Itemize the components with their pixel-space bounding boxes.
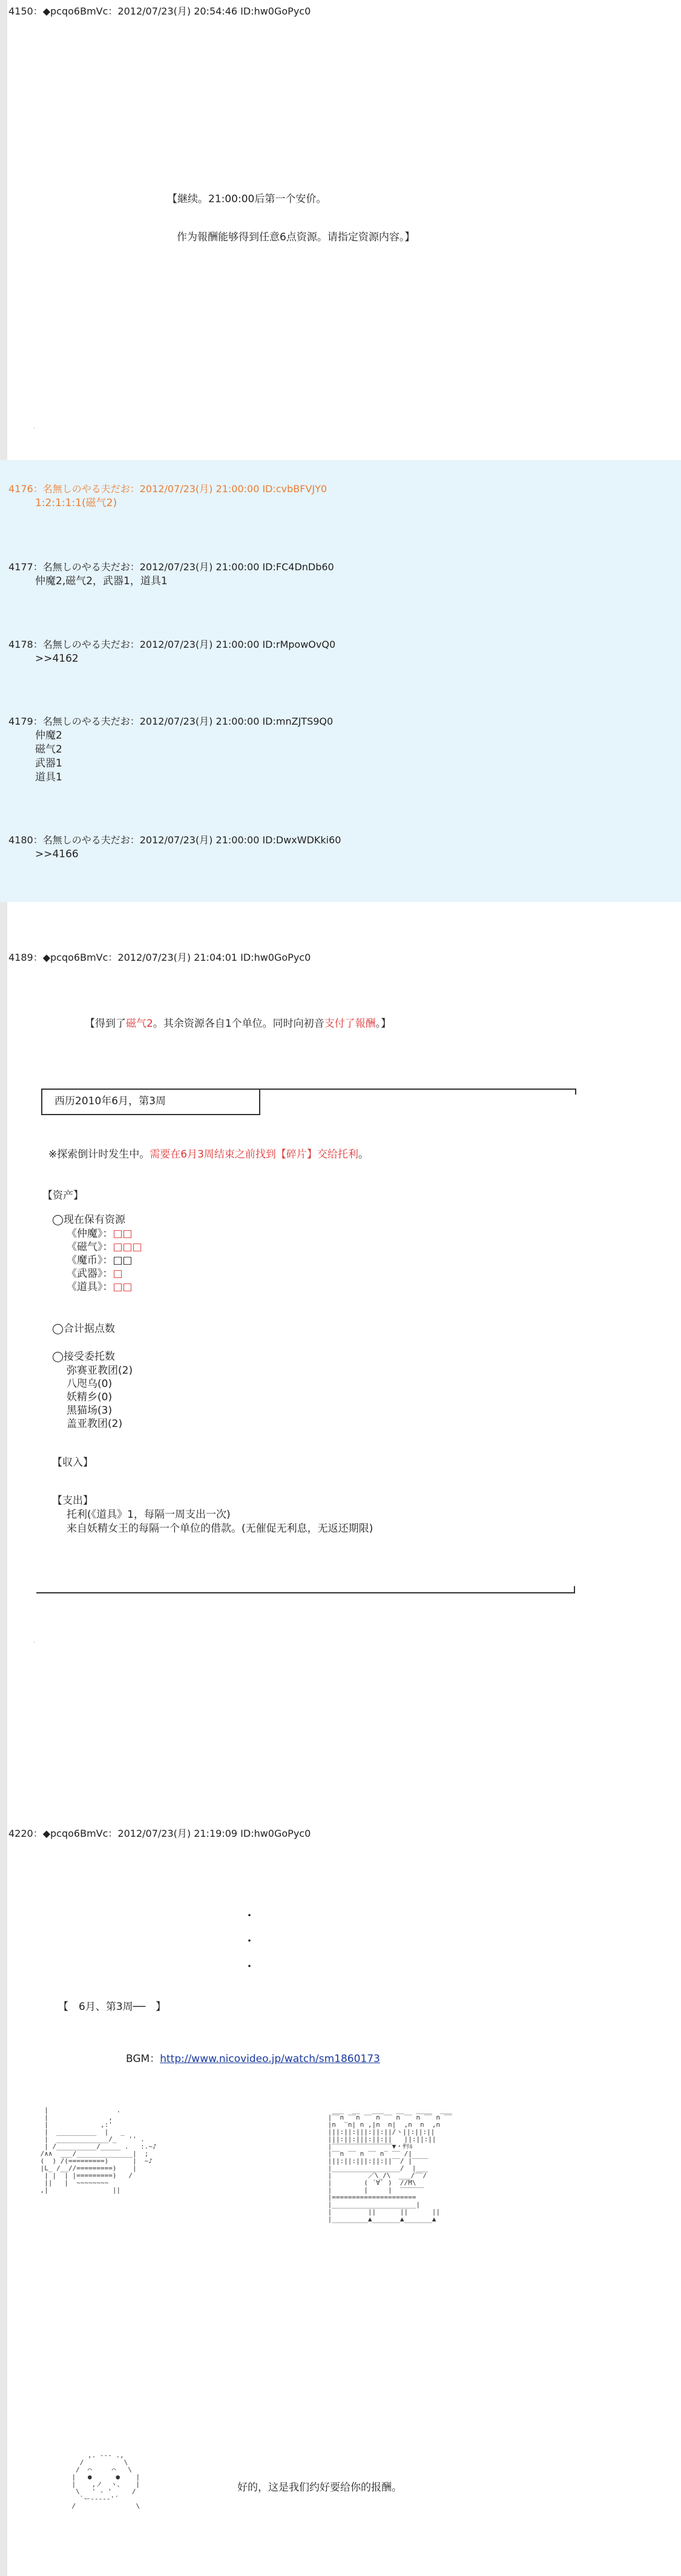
frame-rule — [575, 1089, 576, 1095]
post-text: 仲魔2,磁气2，武器1，道具1 — [35, 575, 168, 587]
post-header: 4176：名無しのやる夫だお：2012/07/23(月) 21:00:00 ID:cvbBFVJY0 — [8, 483, 327, 495]
section-title: ◯合计据点数 — [52, 1323, 116, 1335]
separator-dot: . — [33, 424, 36, 430]
ellipsis-dot: ・ — [243, 1959, 255, 1974]
post-header: 4150：◆pcqo6BmVc：2012/07/23(月) 20:54:46 ID:hw0GoPyc0 — [8, 5, 311, 17]
expense-line: 来自妖精女王的每隔一个单位的借款。(无催促无利息，无返还期限) — [67, 1523, 373, 1535]
post-line: 武器1 — [35, 757, 62, 769]
post-line: 道具1 — [35, 771, 62, 783]
post-text: 作为報酬能够得到任意6点资源。请指定资源内容。】 — [177, 231, 415, 243]
post-header: 4179：名無しのやる夫だお：2012/07/23(月) 21:00:00 ID:mnZJTS9Q0 — [8, 716, 334, 727]
post-header: 4189：◆pcqo6BmVc：2012/07/23(月) 21:04:01 ID:hw0GoPyc0 — [8, 952, 311, 963]
post-text: >>4166 — [35, 848, 79, 860]
resource-row: 《魔币》：□□ — [67, 1254, 133, 1267]
result-line: 【得到了磁气2。其余资源各自1个单位。同时向初音支付了報酬。】 — [85, 1018, 392, 1030]
section-title: 【资产】 — [42, 1190, 84, 1202]
frame-rule — [36, 1592, 575, 1593]
ellipsis-dot: ・ — [243, 1934, 255, 1948]
post-header: 4177：名無しのやる夫だお：2012/07/23(月) 21:00:00 ID:FC4DnDb60 — [8, 561, 334, 573]
commission-item: 弥赛亚教团(2) — [67, 1365, 133, 1377]
week-label: 【 6月、第3周── 】 — [58, 2001, 166, 2013]
resource-row: 《磁气》：□□□ — [67, 1241, 142, 1253]
section-title: 【支出】 — [52, 1495, 93, 1507]
post-header: 4178：名無しのやる夫だお：2012/07/23(月) 21:00:00 ID:rMpowOvQ0 — [8, 639, 336, 650]
page-edge-strip — [0, 902, 7, 2576]
section-title: 【収入】 — [52, 1457, 93, 1469]
commission-item: 八咫乌(0) — [67, 1378, 113, 1390]
post-text: 1:2:1:1:1(磁气2) — [35, 497, 117, 509]
expense-line: 托利(《道具》1，每隔一周支出一次) — [67, 1509, 231, 1521]
resource-row: 《道具》：□□ — [67, 1281, 133, 1293]
post-header: 4180：名無しのやる夫だお：2012/07/23(月) 21:00:00 ID:DwxWDKki60 — [8, 834, 341, 846]
commission-item: 盖亚教团(2) — [67, 1418, 123, 1430]
section-title: ◯接受委托数 — [52, 1351, 116, 1363]
resource-row: 《武器》：□ — [67, 1268, 123, 1280]
warning-line: ※探索倒计时发生中。需要在6月3周结束之前找到【碎片】交给托利。 — [48, 1148, 369, 1161]
separator-dot: . — [33, 1638, 36, 1644]
commission-item: 黑猫场(3) — [67, 1405, 113, 1417]
frame-rule — [574, 1586, 575, 1593]
post-text: 【継续。21:00:00后第一个安价。 — [167, 193, 327, 205]
ascii-art-face: ,. --- ., / \ / ⌒ ⌒ \ | ● ● | | ,ノ ヽ、 | \ ' ‐ ' / `ー----‐'´ / \ — [71, 2451, 140, 2510]
date-label: 西历2010年6月，第3周 — [54, 1095, 166, 1107]
bgm-line: BGM：http://www.nicovideo.jp/watch/sm1860173 — [126, 2053, 380, 2065]
page-edge-strip — [0, 0, 7, 460]
section-title: ◯现在保有资源 — [52, 1214, 126, 1226]
final-line: 好的，这是我们约好要给你的报酬。 — [237, 2482, 402, 2494]
ascii-art-right: ___ __ ___ __ ____ ___ |‾‾n ‾‾n ‾‾ n ‾‾ n ‾‾ n ‾‾ n ‾‾ |n ‾n| n ,|n n| ,n n ,n |||:||:|||:||:||/ヽ||:||:|| |||:||:|||:||:|| ||:||:|| |‾‾‾‾‾‾‾‾‾‾‾‾‾‾‾▼・ｻﾘﾙ |‾‾n ‾‾ n ‾‾ n‾ ‾‾ /| |||:||:|||:||:||‾‾/ |‾‾‾‾ |_________________/ |___ | ／\_/\ ___/‾‾/ | ( ´∀` ) //M\ | | | ‾‾‾‾‾‾ |===================== |_____________________| | || || || |_________▲_______▲_______▲ — [327, 2106, 452, 2223]
commission-item: 妖精乡(0) — [67, 1391, 113, 1403]
frame-rule — [260, 1089, 576, 1090]
post-line: 仲魔2 — [35, 730, 62, 742]
post-text: >>4162 — [35, 653, 79, 665]
resource-row: 《仲魔》：□□ — [67, 1228, 133, 1240]
ellipsis-dot: ・ — [243, 1908, 255, 1923]
ascii-art-left: | . | , | ,:' | __________ | _ | _____________/_ '' . | /__________/_____ . :.~♪ /∧∧ ___/______________| ; ( ) /(=========) | ~♪ |L_ /__//=========) | | | | |=========) / || | ~~~~~~~~ ,| || — [40, 2106, 157, 2194]
bgm-link[interactable]: http://www.nicovideo.jp/watch/sm1860173 — [160, 2053, 380, 2065]
post-header: 4220：◆pcqo6BmVc：2012/07/23(月) 21:19:09 ID:hw0GoPyc0 — [8, 1828, 311, 1839]
post-line: 磁气2 — [35, 743, 62, 756]
